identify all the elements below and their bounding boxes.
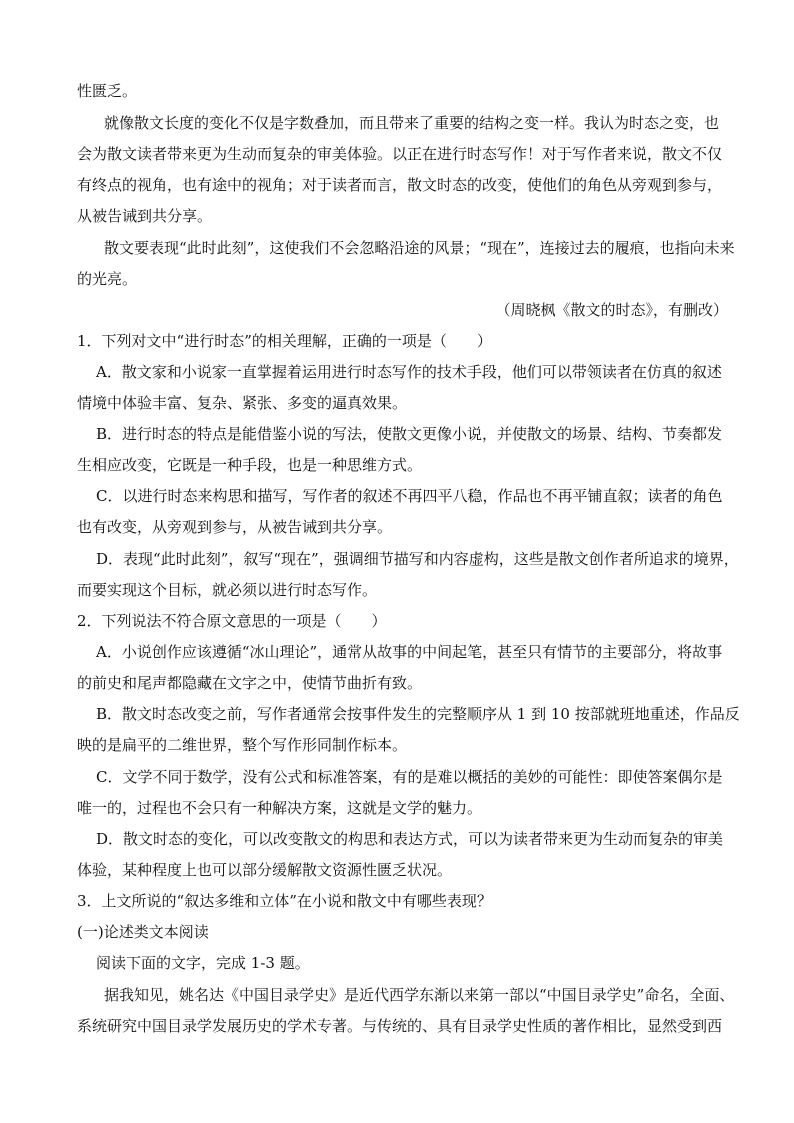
question-1-option-d-cont: 而要实现这个目标，就必须以进行时态写作。 (77, 581, 378, 599)
question-2-option-b: B．散文时态改变之前，写作者通常会按事件发生的完整顺序从 1 到 10 按部就班地重述，作品反 (96, 705, 740, 723)
question-1-option-a-cont: 情境中体验丰富、复杂、紧张、多变的逼真效果。 (77, 394, 408, 412)
passage-line: 系统研究中国目录学发展历史的学术专著。与传统的、具有目录学史性质的著作相比，显然受到西 (77, 1017, 723, 1035)
question-2-option-c: C．文学不同于数学，没有公式和标准答案，有的是难以概括的美妙的可能性：即使答案偶尔是 (96, 768, 723, 786)
question-2-option-d: D．散文时态的变化，可以改变散文的构思和表达方式，可以为读者带来更为生动而复杂的审美 (96, 830, 724, 848)
passage-line: 从被告诫到共分享。 (77, 207, 213, 225)
passage-line: 就像散文长度的变化不仅是字数叠加，而且带来了重要的结构之变一样。我认为时态之变，也 (104, 114, 720, 132)
question-2-stem: 2．下列说法不符合原文意思的一项是（ ） (77, 612, 387, 630)
question-3-stem: 3．上文所说的“叙达多维和立体”在小说和散文中有哪些表现？ (77, 892, 492, 910)
question-1-option-a: A．散文家和小说家一直掌握着运用进行时态写作的技术手段，他们可以带领读者在仿真的叙述 (96, 363, 722, 381)
passage-line: 性匮乏。 (77, 82, 138, 100)
question-1-option-b-cont: 生相应改变，它既是一种手段，也是一种思维方式。 (77, 456, 423, 474)
question-1-option-b: B．进行时态的特点是能借鉴小说的写法，使散文更像小说，并使散文的场景、结构、节奏都发 (96, 425, 723, 443)
question-1-option-c-cont: 也有改变，从旁观到参与，从被告诫到共分享。 (77, 518, 393, 536)
question-1-stem: 1．下列对文中“进行时态”的相关理解，正确的一项是（ ） (77, 332, 492, 350)
section-instruction: 阅读下面的文字，完成 1-3 题。 (96, 954, 310, 972)
passage-line: 据我知见，姚名达《中国目录学史》是近代西学东渐以来第一部以“中国目录学史”命名，全面、 (104, 986, 735, 1004)
question-2-option-c-cont: 唯一的，过程也不会只有一种解决方案，这就是文学的魅力。 (77, 799, 483, 817)
section-heading: (一)论述类文本阅读 (77, 923, 209, 941)
passage-line: 散文要表现“此时此刻”，这使我们不会忽略沿途的风景；“现在”，连接过去的履痕，也指向未来 (104, 239, 735, 257)
question-2-option-d-cont: 体验，某种程度上也可以部分缓解散文资源性匮乏状况。 (77, 861, 453, 879)
question-1-option-d: D．表现“此时此刻”，叙写“现在”，强调细节描写和内容虚构，这些是散文创作者所追求的境界， (96, 550, 739, 568)
passage-line: 会为散文读者带来更为生动而复杂的审美体验。以正在进行时态写作！对于写作者来说，散文不仅 (77, 145, 723, 163)
question-1-option-c: C．以进行时态来构思和描写，写作者的叙述不再四平八稳，作品也不再平铺直叙；读者的角色 (96, 487, 723, 505)
source-citation: （周晓枫《散文的时态》，有删改） (495, 301, 728, 319)
question-2-option-b-cont: 映的是扁平的二维世界，整个写作形同制作标本。 (77, 736, 408, 754)
question-2-option-a-cont: 的前史和尾声都隐藏在文字之中，使情节曲折有致。 (77, 674, 423, 692)
passage-line: 有终点的视角，也有途中的视角；对于读者而言，散文时态的改变，使他们的角色从旁观到参与， (77, 176, 723, 194)
passage-line: 的光亮。 (77, 270, 138, 288)
question-2-option-a: A．小说创作应该遵循“冰山理论”，通常从故事的中间起笔，甚至只有情节的主要部分，将故事 (96, 643, 723, 661)
